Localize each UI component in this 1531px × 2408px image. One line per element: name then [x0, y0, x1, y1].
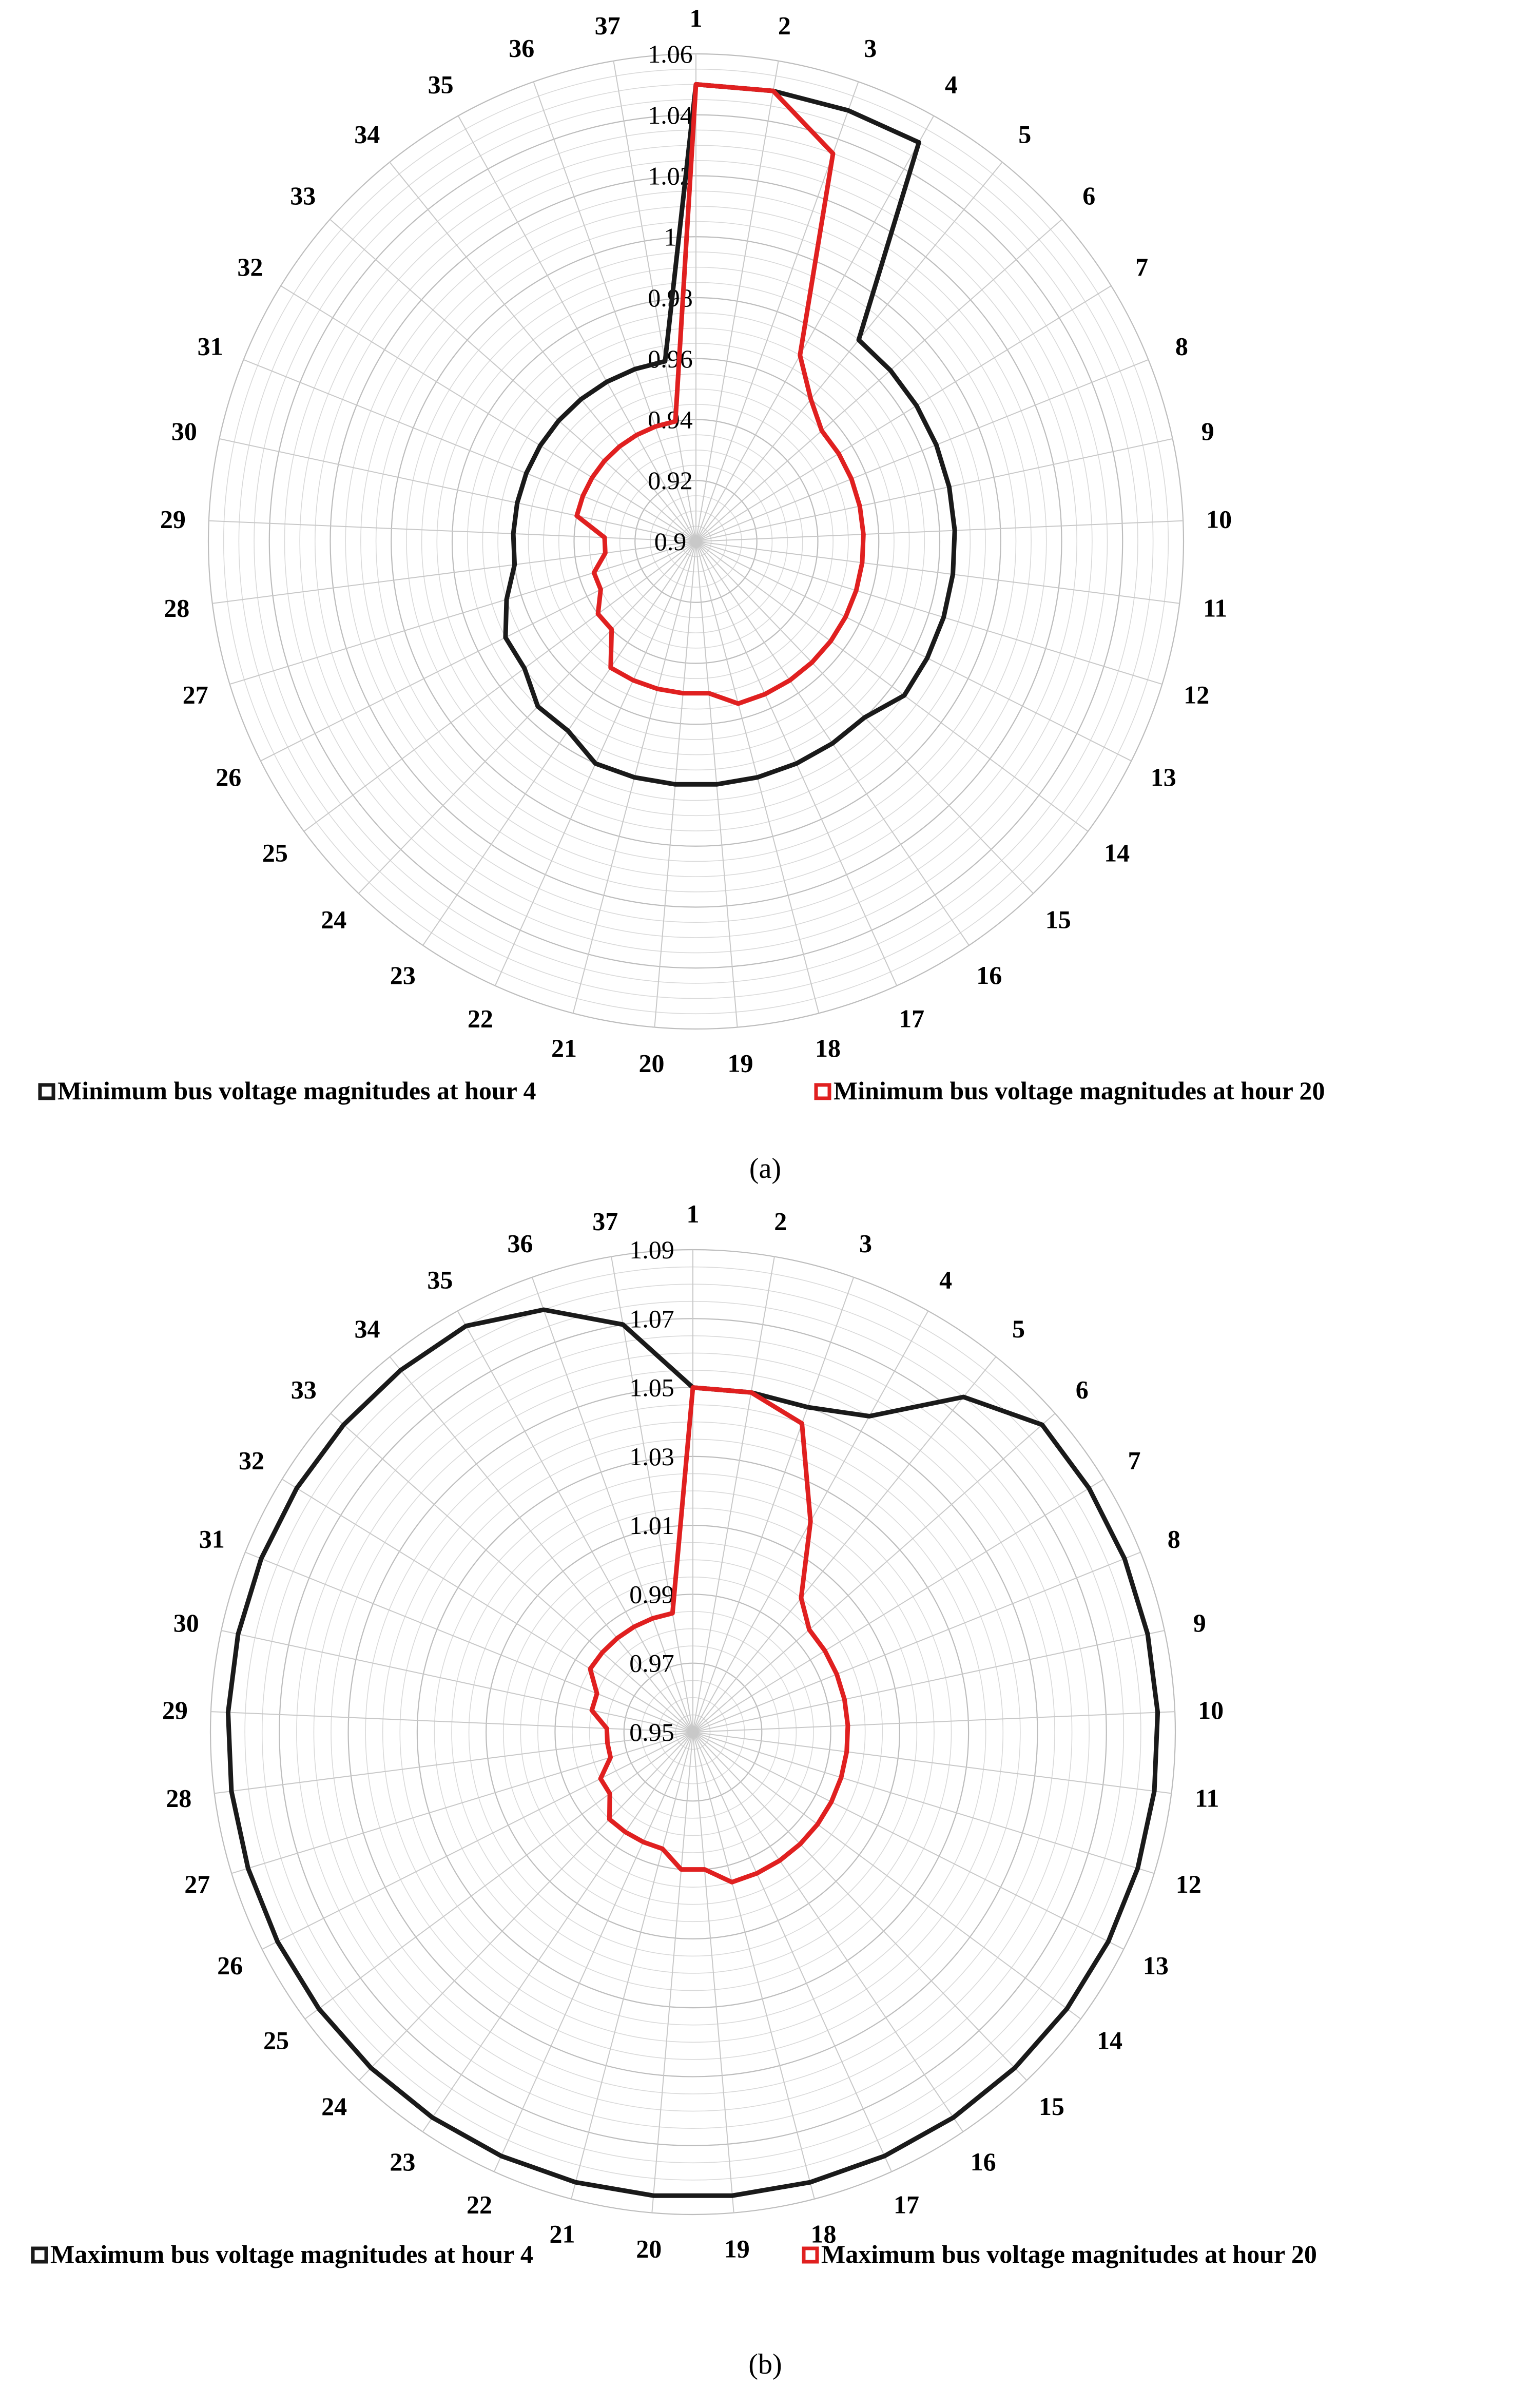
category-label-30: 30: [171, 417, 197, 446]
category-label-36: 36: [509, 33, 535, 63]
category-label-17: 17: [899, 1004, 925, 1033]
category-label-12: 12: [1184, 680, 1210, 709]
category-label-17: 17: [894, 2190, 919, 2219]
legend-label-a-hour20: Minimum bus voltage magnitudes at hour 20: [834, 1076, 1325, 1105]
category-label-35: 35: [427, 1265, 453, 1294]
spoke-7: [696, 286, 1111, 541]
category-label-21: 21: [549, 2219, 575, 2248]
spoke-22: [494, 1732, 693, 2172]
spoke-12: [693, 1732, 1154, 1873]
category-label-5: 5: [1018, 120, 1032, 149]
spoke-6: [693, 1413, 1055, 1732]
caption-a: (a): [749, 1153, 782, 1184]
category-label-19: 19: [727, 1048, 753, 1078]
category-label-14: 14: [1097, 2026, 1122, 2055]
category-label-33: 33: [290, 181, 316, 210]
category-label-32: 32: [239, 1446, 264, 1475]
category-label-29: 29: [162, 1696, 188, 1725]
spoke-2: [693, 1257, 774, 1733]
category-label-37: 37: [594, 11, 621, 40]
spoke-27: [230, 541, 696, 684]
category-label-27: 27: [182, 680, 208, 709]
category-label-6: 6: [1075, 1375, 1089, 1404]
category-label-18: 18: [815, 1034, 841, 1063]
tick-label-0.96: 0.96: [648, 344, 693, 373]
category-label-22: 22: [467, 2190, 492, 2219]
spoke-28: [215, 1732, 693, 1793]
category-label-10: 10: [1198, 1696, 1224, 1725]
spoke-11: [693, 1732, 1171, 1793]
spoke-21: [571, 1732, 693, 2199]
category-label-26: 26: [216, 763, 242, 792]
category-label-20: 20: [636, 2234, 662, 2263]
spoke-5: [696, 162, 1002, 541]
category-label-27: 27: [184, 1869, 210, 1898]
spoke-9: [693, 1630, 1165, 1732]
legend-swatch-b-hour20: [804, 2248, 817, 2262]
category-label-32: 32: [237, 253, 263, 282]
spoke-9: [696, 439, 1173, 541]
category-label-28: 28: [164, 593, 190, 623]
data-series: [506, 84, 955, 784]
category-label-31: 31: [199, 1524, 225, 1553]
series-line-hour20: [577, 84, 864, 704]
category-label-2: 2: [778, 11, 791, 40]
spoke-24: [359, 1732, 693, 2081]
spoke-20: [652, 1732, 693, 2213]
spoke-13: [693, 1732, 1123, 1949]
category-label-34: 34: [354, 1314, 380, 1344]
radar-panel-a: [40, 4, 1325, 1184]
tick-label-1.03: 1.03: [629, 1442, 674, 1471]
category-label-30: 30: [173, 1608, 199, 1638]
category-label-23: 23: [390, 2147, 416, 2176]
spoke-32: [281, 286, 696, 541]
category-label-4: 4: [944, 70, 958, 99]
tick-label-1.06: 1.06: [648, 40, 693, 68]
spoke-17: [693, 1732, 892, 2172]
spoke-26: [262, 1732, 693, 1949]
tick-label-1.05: 1.05: [629, 1373, 674, 1402]
category-label-4: 4: [939, 1265, 953, 1294]
tick-label-1.01: 1.01: [629, 1511, 674, 1540]
series-line-hour4: [506, 84, 955, 784]
tick-label-1: 1: [664, 222, 677, 251]
category-label-37: 37: [592, 1207, 618, 1236]
category-label-3: 3: [859, 1229, 872, 1258]
legend-item-b-hour20: [804, 2240, 1317, 2268]
category-label-14: 14: [1104, 838, 1130, 867]
legend-item-a-hour4: [40, 1076, 536, 1105]
category-label-21: 21: [551, 1034, 577, 1063]
category-label-6: 6: [1082, 181, 1096, 210]
tick-label-1.04: 1.04: [648, 100, 693, 129]
tick-label-0.95: 0.95: [629, 1718, 674, 1746]
category-label-3: 3: [864, 33, 877, 63]
series-line-hour20: [590, 1388, 848, 1882]
spoke-8: [693, 1552, 1140, 1733]
tick-label-1.07: 1.07: [629, 1304, 674, 1333]
caption-b: (b): [748, 2348, 782, 2380]
category-label-34: 34: [354, 120, 380, 149]
category-label-24: 24: [321, 2092, 347, 2121]
category-label-15: 15: [1038, 2092, 1064, 2121]
spoke-18: [693, 1732, 815, 2199]
legend: [40, 1076, 1325, 1105]
category-label-9: 9: [1193, 1608, 1206, 1638]
category-label-8: 8: [1167, 1524, 1180, 1553]
tick-label-0.94: 0.94: [648, 405, 693, 434]
spoke-15: [693, 1732, 1026, 2081]
legend-label-b-hour4: Maximum bus voltage magnitudes at hour 4: [50, 2240, 533, 2268]
legend: [33, 2240, 1317, 2268]
category-label-31: 31: [197, 332, 223, 361]
category-label-33: 33: [290, 1375, 317, 1404]
tick-label-1.02: 1.02: [648, 161, 693, 190]
category-label-16: 16: [970, 2147, 996, 2176]
category-label-10: 10: [1206, 504, 1232, 534]
spoke-2: [696, 61, 779, 541]
category-label-13: 13: [1142, 1951, 1169, 1980]
category-label-11: 11: [1195, 1783, 1219, 1813]
spoke-30: [221, 1630, 693, 1732]
category-label-8: 8: [1175, 332, 1188, 361]
spoke-12: [696, 541, 1162, 684]
category-label-29: 29: [160, 504, 186, 534]
legend-swatch-b-hour4: [33, 2248, 46, 2262]
category-label-19: 19: [724, 2234, 750, 2263]
spoke-16: [693, 1732, 963, 2132]
spoke-23: [423, 541, 696, 945]
category-label-7: 7: [1135, 253, 1149, 282]
category-label-28: 28: [166, 1783, 192, 1813]
category-label-23: 23: [390, 961, 416, 990]
category-label-1: 1: [689, 4, 703, 32]
tick-label-0.9: 0.9: [654, 527, 687, 556]
category-label-9: 9: [1201, 417, 1214, 446]
category-label-1: 1: [686, 1199, 700, 1228]
category-label-16: 16: [976, 961, 1002, 990]
category-label-2: 2: [774, 1207, 787, 1236]
category-label-13: 13: [1150, 763, 1176, 792]
radar-panel-b: [33, 1199, 1317, 2380]
spoke-14: [696, 541, 1088, 831]
spoke-19: [693, 1732, 734, 2213]
category-label-22: 22: [467, 1004, 493, 1033]
category-label-26: 26: [217, 1951, 243, 1980]
tick-label-0.98: 0.98: [648, 283, 693, 312]
spoke-30: [219, 439, 696, 541]
tick-label-0.92: 0.92: [648, 466, 693, 495]
spoke-31: [245, 1552, 693, 1733]
category-label-7: 7: [1128, 1446, 1141, 1475]
legend-label-b-hour20: Maximum bus voltage magnitudes at hour 20: [821, 2240, 1317, 2268]
legend-item-a-hour20: [816, 1076, 1325, 1105]
category-label-18: 18: [810, 2219, 837, 2248]
category-label-35: 35: [428, 70, 454, 99]
tick-label-0.99: 0.99: [629, 1580, 674, 1609]
tick-label-0.97: 0.97: [629, 1648, 674, 1678]
category-label-25: 25: [262, 838, 288, 867]
category-label-25: 25: [263, 2026, 289, 2055]
legend-swatch-a-hour20: [816, 1085, 829, 1098]
spoke-23: [423, 1732, 693, 2132]
tick-label-1.09: 1.09: [629, 1235, 674, 1264]
category-label-12: 12: [1175, 1869, 1201, 1898]
legend-item-b-hour4: [33, 2240, 533, 2268]
category-label-5: 5: [1012, 1314, 1025, 1344]
spoke-25: [304, 541, 696, 831]
category-label-15: 15: [1045, 905, 1071, 934]
category-label-20: 20: [638, 1048, 665, 1078]
category-label-11: 11: [1203, 593, 1228, 623]
legend-swatch-a-hour4: [40, 1085, 53, 1098]
spoke-27: [231, 1732, 693, 1873]
category-label-36: 36: [507, 1229, 533, 1258]
category-label-24: 24: [321, 905, 347, 934]
legend-label-a-hour4: Minimum bus voltage magnitudes at hour 4: [57, 1076, 536, 1105]
radar-spokes: [209, 54, 1183, 1027]
